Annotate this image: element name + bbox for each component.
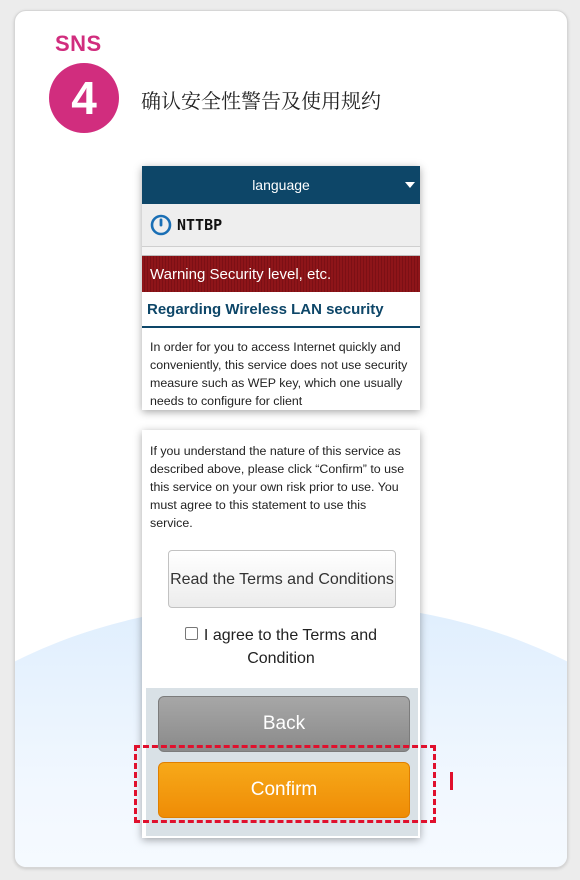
brand-name: NTTBP <box>177 216 223 234</box>
section-heading: Regarding Wireless LAN security <box>142 292 420 328</box>
chevron-down-icon <box>405 182 415 188</box>
divider <box>142 247 420 256</box>
brand-header <box>142 204 420 247</box>
nttbp-logo-icon <box>150 214 172 236</box>
back-button[interactable]: Back <box>158 696 410 752</box>
read-terms-button[interactable] <box>168 550 396 608</box>
warning-title: Warning Security level, etc. <box>142 256 420 292</box>
phone-screen-top <box>142 166 420 410</box>
notice-text: If you understand the nature of this service as described above, please click “Confirm” to use this service on your own risk prior to use. You must agree to this statement to use this service. <box>150 444 405 530</box>
agree-checkbox[interactable] <box>185 627 198 640</box>
step-title: 确认安全性警告及使用规约 <box>141 89 381 113</box>
language-selector[interactable] <box>142 166 420 204</box>
language-label: language <box>252 177 310 193</box>
confirm-highlight-box <box>134 745 436 823</box>
confirm-button[interactable]: Confirm <box>158 762 410 818</box>
read-terms-label: Read the Terms and Conditions <box>170 570 394 588</box>
agree-terms-row[interactable] <box>152 624 410 670</box>
highlight-marker <box>450 772 453 790</box>
sns-label: SNS <box>55 31 102 56</box>
agree-label: I agree to the Terms and Condition <box>203 627 378 667</box>
intro-text: In order for you to access Internet quickly and conveniently, this service does not use security measure such as WEP key, which one usually needs to configure for client <box>150 340 408 408</box>
step-number-badge: 4 <box>49 63 119 133</box>
